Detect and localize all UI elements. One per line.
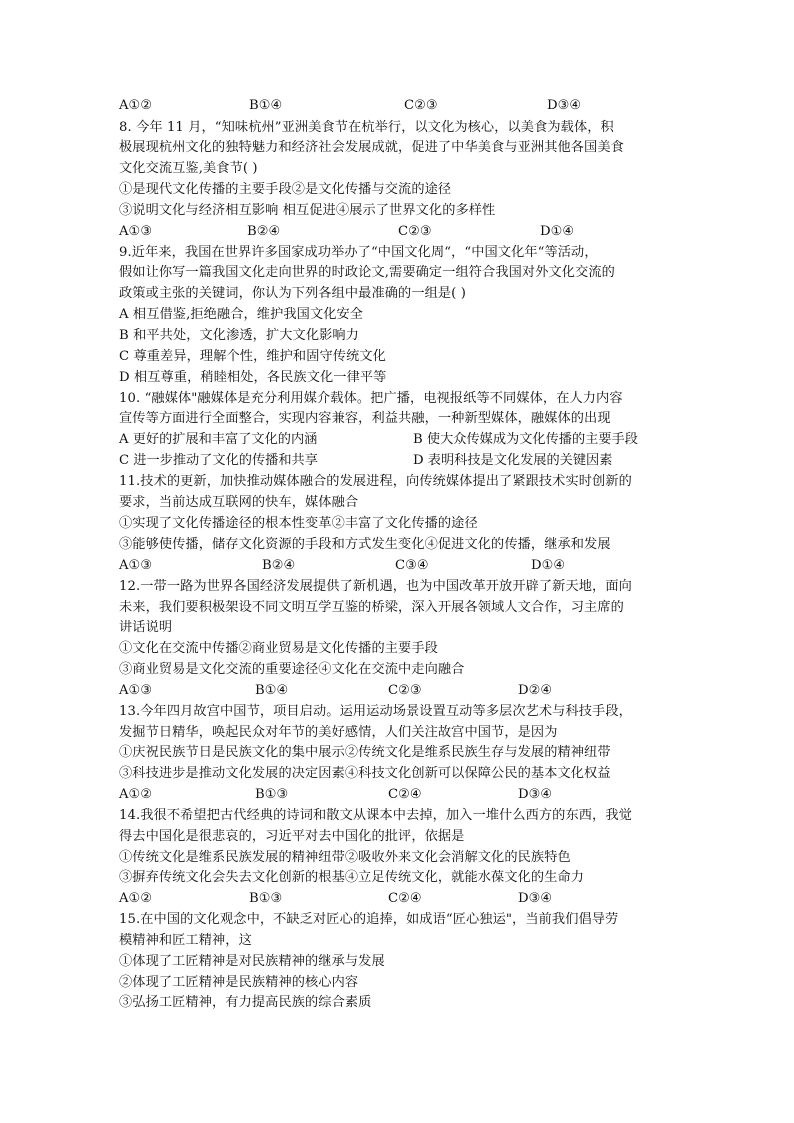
q7-option-a: A①② xyxy=(119,98,153,113)
q13-option-b: B①③ xyxy=(255,787,289,802)
q8-option-b: B②④ xyxy=(247,224,281,239)
q8-stem-line: 极展现杭州文化的独特魅力和经济社会发展成就，促进了中华美食与亚洲其他各国美食 xyxy=(119,140,624,155)
q8-option-d: D①④ xyxy=(540,224,575,239)
q11-stem-line: 11.技术的更新，加快推动媒体融合的发展进程，向传统媒体提出了紧跟技术实时创新的 xyxy=(119,474,632,489)
q10-stem-line: 10. “融媒体"融媒体是充分利用媒介载体。把广播，电视报纸等不同媒体，在人力内容 xyxy=(119,391,623,406)
q14-option-a: A①② xyxy=(119,891,153,906)
q12-choice-line: ①文化在交流中传播②商业贸易是文化传播的主要手段 xyxy=(119,641,438,656)
q15-stem-line: 模精神和匠工精神，这 xyxy=(119,933,252,948)
q14-choice-line: ③摒弃传统文化会失去文化创新的根基④立足传统文化，就能水葆文化的生命力 xyxy=(119,870,585,885)
q8-stem-line: 文化交流互鉴,美食节( ) xyxy=(119,161,258,176)
q8-choice-line: ③说明文化与经济相互影响 相互促进④展示了世界文化的多样性 xyxy=(119,203,496,218)
q10-stem-line: 宣传等方面进行全面整合，实现内容兼容，利益共融，一种新型媒体，融媒体的出现 xyxy=(119,411,611,426)
q14-option-b: B①③ xyxy=(249,891,283,906)
q11-choice-line: ③能够使传播，储存文化资源的手段和方式发生变化④促进文化的传播，继承和发展 xyxy=(119,537,611,552)
q12-stem-line: 未来，我们要积极架设不同文明互学互鉴的桥梁，深入开展各领域人文合作，习主席的 xyxy=(119,600,624,615)
q13-option-c: C②④ xyxy=(388,787,422,802)
q7-option-b: B①④ xyxy=(249,98,283,113)
q12-option-d: D②④ xyxy=(518,683,553,698)
q13-stem-line: 发掘节日精华，唤起民众对年节的美好感情，人们关注故宫中国节，是因为 xyxy=(119,725,558,740)
q14-stem-line: 14.我很不希望把古代经典的诗词和散文从课本中去掉，加入一堆什么西方的东西，我觉 xyxy=(119,808,632,823)
q11-stem-line: 要求，当前达成互联网的快车，媒体融合 xyxy=(119,495,359,510)
q13-choice-line: ③科技进步是推动文化发展的决定因素④科技文化创新可以保障公民的基本文化权益 xyxy=(119,766,611,781)
q8-option-c: C②③ xyxy=(398,224,432,239)
q9-stem-line: 9.近年来，我国在世界许多国家成功举办了“中国文化周“，“中国文化年“等活动， xyxy=(119,245,598,260)
q7-option-d: D③④ xyxy=(547,98,582,113)
q8-stem-line: 8. 今年 11 月，“知味杭州”亚洲美食节在杭举行，以文化为核心，以美食为载体，积 xyxy=(119,120,614,135)
q9-stem-line: 假如让你写一篇我国文化走向世界的时政论文,需要确定一组符合我国对外文化交流的 xyxy=(119,265,615,280)
q9-option-a: A 相互借鉴,拒绝融合，维护我国文化安全 xyxy=(119,307,364,322)
q11-option-b: B②④ xyxy=(262,558,296,573)
q9-stem-line: 政策或主张的关键词，你认为下列各组中最准确的一组是( ) xyxy=(119,286,466,301)
q14-option-d: D③④ xyxy=(518,891,553,906)
q10-option-c: C 进一步推动了文化的传播和共享 xyxy=(119,453,318,468)
q7-option-c: C②③ xyxy=(404,98,438,113)
q12-stem-line: 12.一带一路为世界各国经济发展提供了新机遇，也为中国改革开放开辟了新天地，面向 xyxy=(119,579,632,594)
q13-option-a: A①② xyxy=(119,787,153,802)
q15-stem-line: 15.在中国的文化观念中，不缺乏对匠心的追捧，如成语“匠心独运"，当前我们倡导劳 xyxy=(119,912,619,927)
q12-option-c: C②③ xyxy=(388,683,422,698)
q13-stem-line: 13.今年四月故宫中国节，项目启动。运用运动场景设置互动等多层次艺术与科技手段， xyxy=(119,704,632,719)
q10-option-b: B 使大众传媒成为文化传播的主要手段 xyxy=(413,432,638,447)
q9-option-c: C 尊重差异，理解个性，维护和固守传统文化 xyxy=(119,349,386,364)
q12-choice-line: ③商业贸易是文化交流的重要途径④文化在交流中走向融合 xyxy=(119,662,465,677)
q13-choice-line: ①庆祝民族节日是民族文化的集中展示②传统文化是维系民族生存与发展的精神纽带 xyxy=(119,745,611,760)
q11-option-c: C③④ xyxy=(395,558,429,573)
q11-choice-line: ①实现了文化传播途径的根本性变革②丰富了文化传播的途径 xyxy=(119,516,478,531)
q11-option-d: D①④ xyxy=(531,558,566,573)
q13-option-d: D③④ xyxy=(518,787,553,802)
q10-option-d: D 表明科技是文化发展的关键因素 xyxy=(413,453,613,468)
q12-option-b: B①④ xyxy=(255,683,289,698)
q11-option-a: A①③ xyxy=(119,558,153,573)
q12-stem-line: 讲话说明 xyxy=(119,620,173,635)
q8-option-a: A①③ xyxy=(119,224,153,239)
q14-option-c: C②④ xyxy=(388,891,422,906)
q9-option-d: D 相互尊重，稍睦相处，各民族文化一律平等 xyxy=(119,370,387,385)
q15-choice-line: ①体现了工匠精神是对民族精神的继承与发展 xyxy=(119,954,385,969)
q15-choice-line: ②体现了工匠精神是民族精神的核心内容 xyxy=(119,975,359,990)
q10-option-a: A 更好的扩展和丰富了文化的内涵 xyxy=(119,432,318,447)
q14-stem-line: 得去中国化是很悲哀的，习近平对去中国化的批评，依据是 xyxy=(119,829,465,844)
q15-choice-line: ③弘扬工匠精神，有力提高民族的综合素质 xyxy=(119,995,372,1010)
q12-option-a: A①③ xyxy=(119,683,153,698)
q14-choice-line: ①传统文化是维系民族发展的精神纽带②吸收外来文化会消解文化的民族特色 xyxy=(119,850,571,865)
q8-choice-line: ①是现代文化传播的主要手段②是文化传播与交流的途径 xyxy=(119,182,452,197)
q9-option-b: B 和平共处，文化渗透，扩大文化影响力 xyxy=(119,328,359,343)
